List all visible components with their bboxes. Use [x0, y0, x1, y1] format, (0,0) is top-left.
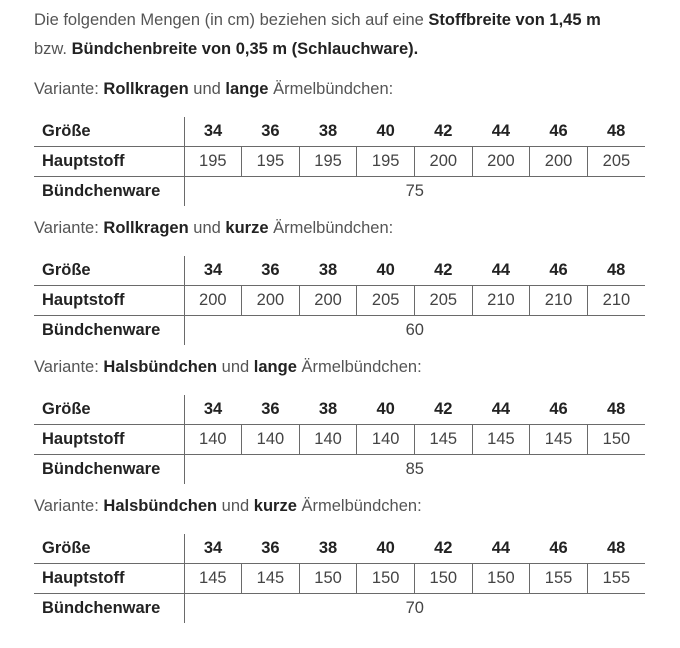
- intro-line2-text: bzw.: [34, 40, 72, 58]
- cuff-fabric-value: 60: [184, 316, 645, 346]
- main-fabric-label: Hauptstoff: [34, 286, 184, 316]
- variant-collar: Halsbündchen: [103, 358, 218, 376]
- size-cell: 34: [184, 395, 242, 425]
- intro-line1-text: Die folgenden Mengen (in cm) beziehen sich auf eine: [34, 11, 429, 29]
- variant-joiner: und: [217, 358, 254, 376]
- size-cell: 38: [299, 534, 357, 564]
- size-cell: 46: [530, 395, 588, 425]
- size-cell: 40: [357, 117, 415, 147]
- main-fabric-cell: 145: [530, 425, 588, 455]
- main-fabric-cell: 200: [299, 286, 357, 316]
- main-fabric-cell: 140: [184, 425, 242, 455]
- main-fabric-cell: 195: [299, 147, 357, 177]
- main-fabric-cell: 145: [472, 425, 530, 455]
- size-cell: 40: [357, 256, 415, 286]
- main-fabric-cell: 210: [472, 286, 530, 316]
- cuff-fabric-value: 85: [184, 455, 645, 485]
- size-cell: 46: [530, 117, 588, 147]
- variant-suffix: Ärmelbündchen:: [268, 80, 394, 98]
- main-fabric-cell: 200: [472, 147, 530, 177]
- main-fabric-cell: 155: [587, 564, 645, 594]
- intro-cuff-width: Bündchenbreite von 0,35 m (Schlauchware).: [71, 40, 419, 58]
- size-row: [34, 117, 645, 147]
- quantity-table: [34, 395, 645, 484]
- size-cell: 48: [587, 117, 645, 147]
- size-cell: 38: [299, 117, 357, 147]
- variant-sleeve: lange: [225, 80, 269, 98]
- size-cell: 34: [184, 534, 242, 564]
- main-fabric-label: Hauptstoff: [34, 147, 184, 177]
- cuff-fabric-value: 70: [184, 594, 645, 624]
- variant-prefix: Variante:: [34, 219, 104, 237]
- size-cell: 42: [415, 395, 473, 425]
- cuff-fabric-row: [34, 177, 645, 207]
- quantity-table: [34, 117, 645, 206]
- intro-text: [34, 6, 654, 64]
- size-cell: 48: [587, 256, 645, 286]
- main-fabric-row: [34, 286, 645, 316]
- main-fabric-row: [34, 425, 645, 455]
- main-fabric-cell: 205: [415, 286, 473, 316]
- variant-collar: Rollkragen: [103, 219, 189, 237]
- size-cell: 44: [472, 117, 530, 147]
- quantity-table: [34, 534, 645, 623]
- size-label: Größe: [34, 117, 184, 147]
- main-fabric-row: [34, 147, 645, 177]
- cuff-fabric-label: Bündchenware: [42, 460, 161, 478]
- size-cell: 36: [242, 117, 300, 147]
- variant-caption: [34, 80, 393, 99]
- main-fabric-cell: 195: [242, 147, 300, 177]
- cuff-fabric-row: [34, 316, 645, 346]
- size-cell: 42: [415, 534, 473, 564]
- variant-suffix: Ärmelbündchen:: [296, 358, 422, 376]
- variant-caption: [34, 358, 422, 377]
- cuff-fabric-label: Bündchenware: [42, 321, 161, 339]
- main-fabric-cell: 145: [184, 564, 242, 594]
- size-cell: 44: [472, 534, 530, 564]
- main-fabric-cell: 150: [299, 564, 357, 594]
- cuff-fabric-row: [34, 455, 645, 485]
- variant-suffix: Ärmelbündchen:: [296, 497, 422, 515]
- size-cell: 36: [242, 534, 300, 564]
- size-cell: 36: [242, 395, 300, 425]
- variant-sleeve: kurze: [225, 219, 269, 237]
- main-fabric-row: [34, 564, 645, 594]
- main-fabric-cell: 200: [242, 286, 300, 316]
- variant-sleeve: lange: [253, 358, 297, 376]
- size-cell: 40: [357, 534, 415, 564]
- size-row: [34, 395, 645, 425]
- size-cell: 42: [415, 256, 473, 286]
- main-fabric-cell: 150: [357, 564, 415, 594]
- main-fabric-cell: 195: [357, 147, 415, 177]
- variant-sleeve: kurze: [253, 497, 297, 515]
- main-fabric-cell: 210: [587, 286, 645, 316]
- variant-caption: [34, 219, 393, 238]
- size-cell: 48: [587, 395, 645, 425]
- main-fabric-cell: 205: [587, 147, 645, 177]
- main-fabric-cell: 200: [415, 147, 473, 177]
- variant-joiner: und: [188, 80, 226, 98]
- variant-collar: Halsbündchen: [103, 497, 218, 515]
- intro-fabric-width: Stoffbreite von 1,45 m: [428, 11, 601, 29]
- variant-collar: Rollkragen: [103, 80, 189, 98]
- size-cell: 36: [242, 256, 300, 286]
- cuff-fabric-row: [34, 594, 645, 624]
- cuff-fabric-label: Bündchenware: [42, 182, 161, 200]
- size-cell: 38: [299, 256, 357, 286]
- main-fabric-cell: 200: [530, 147, 588, 177]
- size-cell: 38: [299, 395, 357, 425]
- main-fabric-cell: 210: [530, 286, 588, 316]
- size-cell: 42: [415, 117, 473, 147]
- variant-joiner: und: [188, 219, 226, 237]
- size-cell: 46: [530, 534, 588, 564]
- quantity-table: [34, 256, 645, 345]
- main-fabric-cell: 140: [299, 425, 357, 455]
- main-fabric-cell: 200: [184, 286, 242, 316]
- variant-prefix: Variante:: [34, 80, 104, 98]
- cuff-fabric-value: 75: [184, 177, 645, 207]
- variant-caption: [34, 497, 422, 516]
- main-fabric-cell: 140: [357, 425, 415, 455]
- size-cell: 34: [184, 117, 242, 147]
- cuff-fabric-label: Bündchenware: [42, 599, 161, 617]
- variant-prefix: Variante:: [34, 358, 104, 376]
- size-cell: 48: [587, 534, 645, 564]
- size-cell: 44: [472, 256, 530, 286]
- main-fabric-cell: 150: [472, 564, 530, 594]
- size-cell: 44: [472, 395, 530, 425]
- size-row: [34, 534, 645, 564]
- size-label: Größe: [34, 256, 184, 286]
- main-fabric-cell: 155: [530, 564, 588, 594]
- size-cell: 34: [184, 256, 242, 286]
- size-cell: 40: [357, 395, 415, 425]
- main-fabric-cell: 140: [242, 425, 300, 455]
- size-row: [34, 256, 645, 286]
- variant-prefix: Variante:: [34, 497, 104, 515]
- main-fabric-label: Hauptstoff: [34, 425, 184, 455]
- main-fabric-cell: 205: [357, 286, 415, 316]
- size-cell: 46: [530, 256, 588, 286]
- size-label: Größe: [34, 534, 184, 564]
- main-fabric-cell: 145: [415, 425, 473, 455]
- size-label: Größe: [34, 395, 184, 425]
- main-fabric-cell: 150: [415, 564, 473, 594]
- variant-suffix: Ärmelbündchen:: [268, 219, 394, 237]
- main-fabric-cell: 145: [242, 564, 300, 594]
- main-fabric-cell: 195: [184, 147, 242, 177]
- main-fabric-label: Hauptstoff: [34, 564, 184, 594]
- variant-joiner: und: [217, 497, 254, 515]
- main-fabric-cell: 150: [587, 425, 645, 455]
